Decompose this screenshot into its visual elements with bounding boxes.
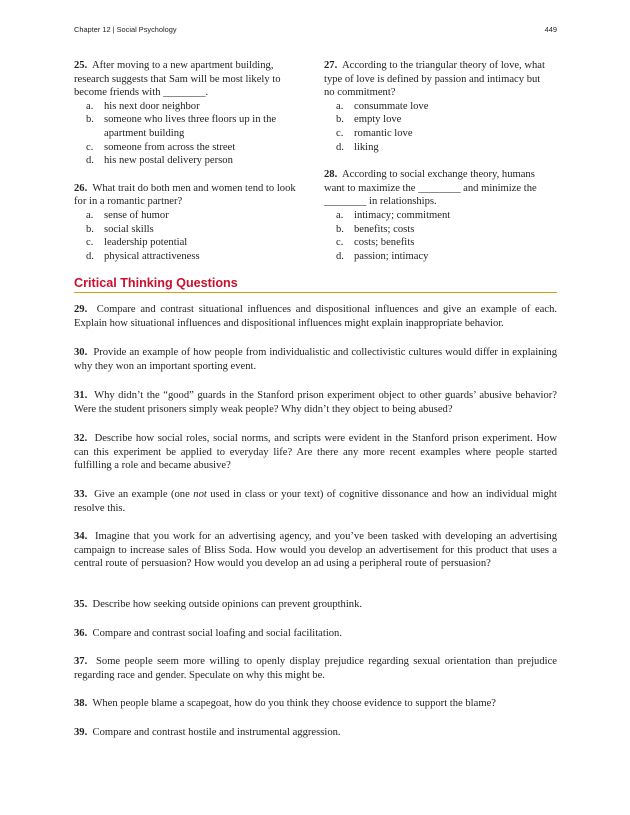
question-38: 38. When people blame a scapegoat, how do you think they choose evidence to support the blame? (74, 698, 496, 709)
question-31: 31. Why didn’t the “good” guards in the Stanford prison experiment object to other guards’ abusive behavior? Were the student prisoners simply weak people? Why didn’t they object to being abused? (74, 390, 557, 415)
question-30: 30. Provide an example of how people from individualistic and collectivistic cultures would differ in explaining why they won an important sporting event. (74, 347, 558, 372)
question-text: According to social exchange theory, humans want to maximize the ________ and minimize the ________ in relationships. (324, 169, 537, 208)
right-column (324, 59, 552, 277)
option-d: d. liking (336, 141, 379, 153)
answer-options (74, 209, 302, 263)
option-c: c. costs; benefits (336, 237, 415, 249)
question-text: After moving to a new apartment building, research suggests that Sam will be most likely to become friends with ________. (74, 60, 281, 99)
option-d: d. his new postal delivery person (86, 155, 233, 167)
option-c: c. leadership potential (86, 237, 188, 249)
question-26 (74, 182, 302, 264)
chapter-title: Chapter 12 | Social Psychology (74, 25, 177, 34)
question-32: 32. Describe how social roles, social norms, and scripts were evident in the Stanford prison experiment. How can this experiment be applied to everyday life? Are there any more recent examples where people started fulfilling a role and became abusive? (74, 433, 557, 472)
question-number: 25. (74, 60, 88, 71)
option-b: b. social skills (86, 223, 154, 235)
question-number: 27. (324, 60, 338, 71)
answer-options (324, 209, 552, 263)
question-39: 39. Compare and contrast hostile and instrumental aggression. (74, 727, 341, 738)
answer-options (324, 100, 552, 154)
question-36: 36. Compare and contrast social loafing and social facilitation. (74, 628, 343, 639)
option-c: c. someone from across the street (86, 141, 236, 153)
option-b: b. benefits; costs (336, 223, 415, 235)
option-a: a. sense of humor (86, 209, 169, 221)
option-a: a. consummate love (336, 100, 429, 112)
question-text: What trait do both men and women tend to look for in a romantic partner? (74, 182, 296, 208)
answer-options (74, 100, 302, 168)
option-a: a. intimacy; commitment (336, 209, 451, 221)
option-b: b. empty love (336, 114, 402, 126)
question-37: 37. Some people seem more willing to openly display prejudice regarding sexual orientation than prejudice regarding race and gender. Speculate on why this might be. (74, 656, 558, 681)
option-d: d. physical attractiveness (86, 250, 200, 262)
option-a: a. his next door neighbor (86, 100, 200, 112)
option-c: c. romantic love (336, 127, 413, 139)
question-33: 33. Give an example (one not used in class or your text) of cognitive dissonance and how an individual might resolve this. (74, 489, 557, 514)
option-d: d. passion; intimacy (336, 250, 429, 262)
question-25 (74, 59, 302, 168)
question-28 (324, 168, 552, 263)
option-b: b. someone who lives three floors up in the apartment building (86, 114, 277, 139)
left-column (74, 59, 302, 277)
question-34: 34. Imagine that you work for an advertising agency, and you’ve been tasked with developing an advertising campaign to increase sales of Bliss Soda. How would you develop an advertisement for this product that uses a central route of persuasion? How would you develop an ad using a peripheral route of persuasion? (74, 531, 558, 570)
question-text: According to the triangular theory of love, what type of love is defined by passion and intimacy but no commitment? (324, 60, 545, 99)
question-35: 35. Describe how seeking outside opinions can prevent groupthink. (74, 599, 363, 610)
question-29: 29. Compare and contrast situational influences and dispositional influences and give an example of each. Explain how situational influences and dispositional influences might explain inappropriate behavior. (74, 304, 558, 329)
section-title: Critical Thinking Questions (74, 276, 557, 293)
question-number: 28. (324, 169, 338, 181)
question-27 (324, 59, 552, 154)
question-number: 26. (74, 182, 88, 194)
page-number: 449 (544, 25, 557, 34)
